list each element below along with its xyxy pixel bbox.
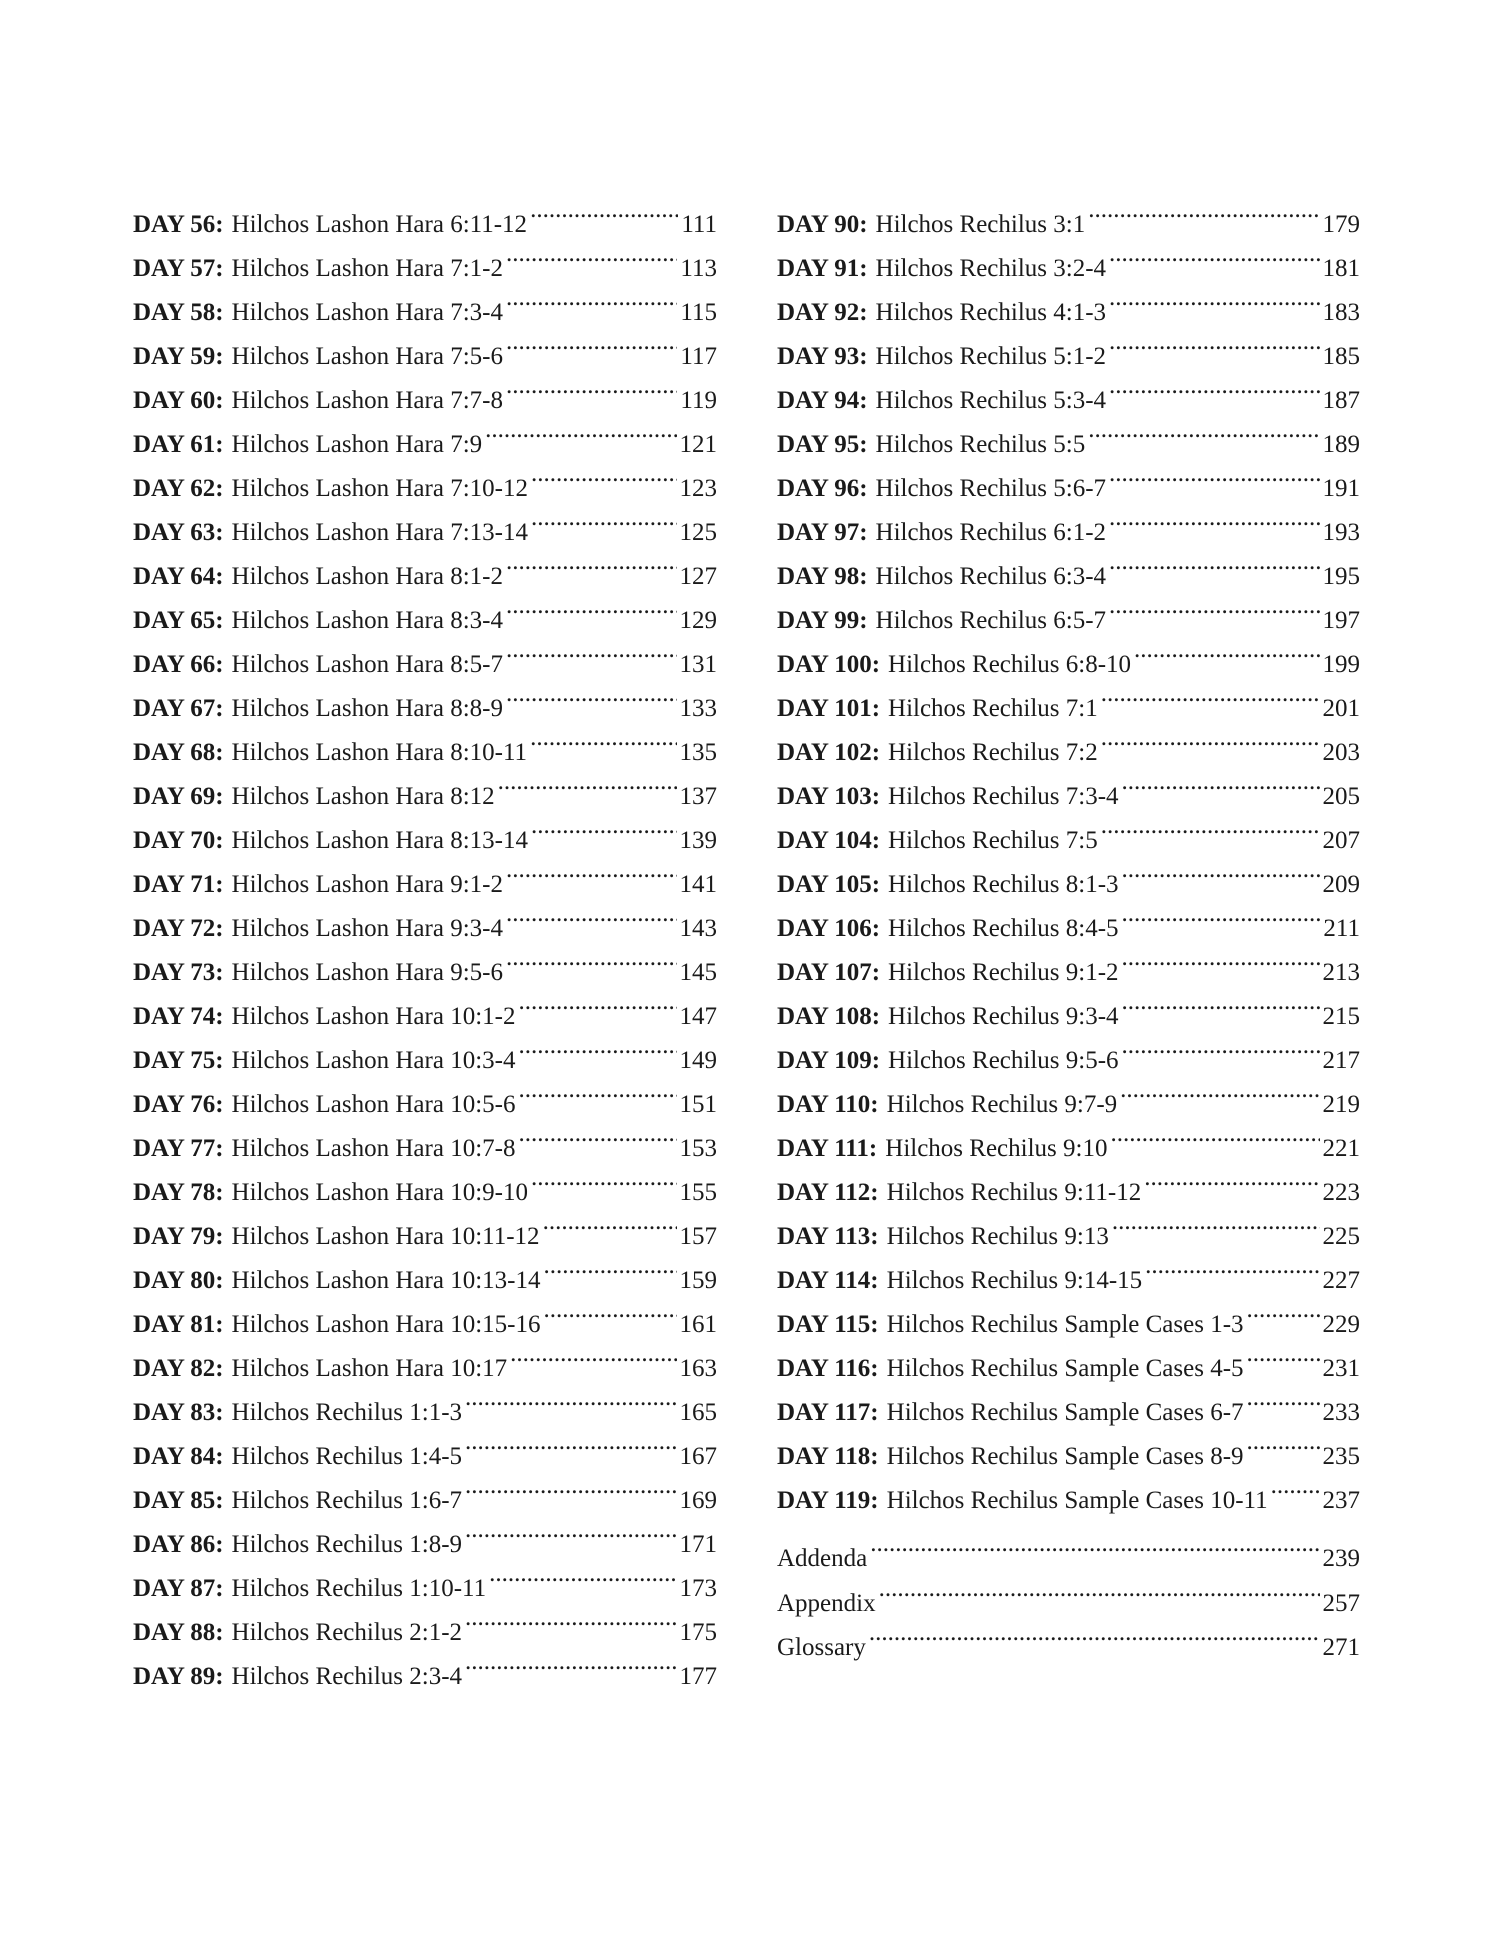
- page-number: 137: [679, 783, 717, 810]
- day-label: DAY 90:: [777, 211, 868, 238]
- day-label: DAY 65:: [133, 607, 224, 634]
- day-label: DAY 112:: [777, 1179, 879, 1206]
- day-label: DAY 78:: [133, 1179, 224, 1206]
- day-label: DAY 115:: [777, 1311, 879, 1338]
- entry-title: Hilchos Rechilus Sample Cases 6-7: [886, 1399, 1244, 1426]
- dot-leader: [1122, 760, 1320, 804]
- entry-title: Hilchos Lashon Hara 8:13-14: [231, 827, 528, 854]
- page-number: 237: [1322, 1487, 1360, 1514]
- dot-leader: [1122, 936, 1320, 980]
- day-label: DAY 87:: [133, 1575, 224, 1602]
- dot-leader: [531, 804, 677, 848]
- entry-title: Hilchos Rechilus 1:6-7: [231, 1487, 463, 1514]
- page-number: 233: [1322, 1399, 1360, 1426]
- entry-title: Hilchos Rechilus Sample Cases 8-9: [886, 1443, 1244, 1470]
- entry-title: Hilchos Rechilus 9:13: [886, 1223, 1109, 1250]
- entry-title: Hilchos Rechilus 3:2-4: [875, 255, 1107, 282]
- page-number: 141: [679, 871, 717, 898]
- day-label: DAY 56:: [133, 211, 224, 238]
- dot-leader: [1101, 804, 1320, 848]
- day-label: DAY 98:: [777, 563, 868, 590]
- dot-leader: [530, 716, 676, 760]
- dot-leader: [506, 320, 677, 364]
- page-number: 199: [1322, 651, 1360, 678]
- backmatter-entry: [777, 1522, 1360, 1572]
- entry-title: Hilchos Rechilus 9:10: [885, 1135, 1108, 1162]
- day-label: DAY 96:: [777, 475, 868, 502]
- day-label: DAY 104:: [777, 827, 881, 854]
- dot-leader: [498, 760, 677, 804]
- dot-leader: [506, 892, 677, 936]
- entry-title: Hilchos Lashon Hara 9:1-2: [231, 871, 503, 898]
- dot-leader: [531, 452, 677, 496]
- page-number: 171: [679, 1531, 717, 1558]
- page-number: 169: [679, 1487, 717, 1514]
- page-number: 183: [1322, 299, 1360, 326]
- entry-title: Hilchos Lashon Hara 10:11-12: [231, 1223, 540, 1250]
- entry-title: Hilchos Lashon Hara 8:5-7: [231, 651, 503, 678]
- dot-leader: [510, 1332, 676, 1376]
- page-number: 231: [1322, 1355, 1360, 1382]
- day-label: DAY 117:: [777, 1399, 879, 1426]
- dot-leader: [1109, 496, 1319, 540]
- dot-leader: [506, 936, 677, 980]
- day-label: DAY 118:: [777, 1443, 879, 1470]
- dot-leader: [1271, 1464, 1320, 1508]
- page-number: 175: [679, 1619, 717, 1646]
- page-number: 143: [679, 915, 717, 942]
- entry-title: Hilchos Rechilus 3:1: [875, 211, 1086, 238]
- page-number: 113: [680, 255, 717, 282]
- dot-leader: [518, 1112, 676, 1156]
- day-label: DAY 75:: [133, 1047, 224, 1074]
- page-number: 221: [1322, 1135, 1360, 1162]
- dot-leader: [1120, 1068, 1319, 1112]
- dot-leader: [506, 848, 677, 892]
- day-label: DAY 113:: [777, 1223, 879, 1250]
- dot-leader: [531, 496, 677, 540]
- dot-leader: [1101, 716, 1320, 760]
- day-label: DAY 114:: [777, 1267, 879, 1294]
- dot-leader: [1247, 1332, 1320, 1376]
- day-label: DAY 83:: [133, 1399, 224, 1426]
- entry-title: Hilchos Lashon Hara 8:1-2: [231, 563, 503, 590]
- day-label: DAY 102:: [777, 739, 881, 766]
- page-number: 219: [1322, 1091, 1360, 1118]
- entry-title: Hilchos Rechilus 5:3-4: [875, 387, 1107, 414]
- day-label: DAY 69:: [133, 783, 224, 810]
- day-label: DAY 109:: [777, 1047, 881, 1074]
- day-label: DAY 85:: [133, 1487, 224, 1514]
- entry-title: Hilchos Rechilus 2:1-2: [231, 1619, 463, 1646]
- entry-title: Hilchos Rechilus 9:3-4: [888, 1003, 1119, 1030]
- page-number: 123: [679, 475, 717, 502]
- page-number: 239: [1322, 1545, 1360, 1572]
- dot-leader: [485, 408, 676, 452]
- day-label: DAY 72:: [133, 915, 224, 942]
- day-label: DAY 70:: [133, 827, 224, 854]
- page-number: 163: [679, 1355, 717, 1382]
- dot-leader: [879, 1567, 1320, 1611]
- entry-title: Hilchos Lashon Hara 10:13-14: [231, 1267, 541, 1294]
- page-number: 165: [679, 1399, 717, 1426]
- page-number: 129: [679, 607, 717, 634]
- dot-leader: [506, 628, 677, 672]
- page-number: 133: [679, 695, 717, 722]
- day-label: DAY 66:: [133, 651, 224, 678]
- entry-title: Hilchos Lashon Hara 9:3-4: [231, 915, 503, 942]
- dot-leader: [1144, 1156, 1319, 1200]
- day-label: DAY 92:: [777, 299, 868, 326]
- day-label: DAY 82:: [133, 1355, 224, 1382]
- dot-leader: [543, 1200, 677, 1244]
- page-number: 151: [679, 1091, 717, 1118]
- dot-leader: [1109, 320, 1319, 364]
- entry-title: Hilchos Rechilus 1:4-5: [231, 1443, 463, 1470]
- dot-leader: [543, 1288, 676, 1332]
- dot-leader: [506, 364, 677, 408]
- dot-leader: [531, 1156, 677, 1200]
- day-label: DAY 93:: [777, 343, 868, 370]
- page-number: 121: [679, 431, 717, 458]
- day-label: DAY 63:: [133, 519, 224, 546]
- dot-leader: [1247, 1420, 1320, 1464]
- entry-title: Hilchos Rechilus 8:1-3: [888, 871, 1119, 898]
- entry-title: Hilchos Rechilus 7:2: [888, 739, 1098, 766]
- entry-title: Hilchos Lashon Hara 8:3-4: [231, 607, 503, 634]
- dot-leader: [465, 1376, 676, 1420]
- page-number: 207: [1322, 827, 1360, 854]
- entry-title: Hilchos Lashon Hara 10:1-2: [231, 1003, 516, 1030]
- page-number: 173: [679, 1575, 717, 1602]
- entry-title: Hilchos Lashon Hara 7:7-8: [231, 387, 503, 414]
- entry-title: Hilchos Lashon Hara 7:5-6: [231, 343, 503, 370]
- dot-leader: [506, 276, 677, 320]
- entry-title: Hilchos Rechilus 9:5-6: [888, 1047, 1119, 1074]
- dot-leader: [870, 1522, 1319, 1566]
- entry-title: Hilchos Lashon Hara 10:3-4: [231, 1047, 516, 1074]
- entry-title: Hilchos Rechilus 7:5: [888, 827, 1098, 854]
- entry-title: Hilchos Lashon Hara 10:17: [231, 1355, 508, 1382]
- page-number: 209: [1322, 871, 1360, 898]
- day-label: DAY 81:: [133, 1311, 224, 1338]
- page-number: 125: [679, 519, 717, 546]
- entry-title: Hilchos Rechilus 6:1-2: [875, 519, 1107, 546]
- day-label: DAY 64:: [133, 563, 224, 590]
- day-label: DAY 100:: [777, 651, 881, 678]
- dot-leader: [465, 1508, 676, 1552]
- page-number: 211: [1323, 915, 1360, 942]
- entry-title: Hilchos Lashon Hara 8:8-9: [231, 695, 503, 722]
- dot-leader: [1122, 892, 1321, 936]
- page-number: 205: [1322, 783, 1360, 810]
- page-number: 147: [679, 1003, 717, 1030]
- dot-leader: [465, 1596, 676, 1640]
- dot-leader: [506, 540, 677, 584]
- entry-title: Hilchos Lashon Hara 10:15-16: [231, 1311, 541, 1338]
- page-number: 127: [679, 563, 717, 590]
- day-label: DAY 119:: [777, 1487, 879, 1514]
- entry-title: Hilchos Rechilus 9:11-12: [886, 1179, 1142, 1206]
- entry-title: Hilchos Rechilus 5:1-2: [875, 343, 1107, 370]
- page-number: 227: [1322, 1267, 1360, 1294]
- day-label: DAY 77:: [133, 1135, 224, 1162]
- day-label: DAY 68:: [133, 739, 224, 766]
- entry-title: Hilchos Lashon Hara 7:13-14: [231, 519, 528, 546]
- entry-title: Hilchos Rechilus Sample Cases 1-3: [886, 1311, 1244, 1338]
- entry-title: Hilchos Lashon Hara 6:11-12: [231, 211, 528, 238]
- dot-leader: [1247, 1376, 1320, 1420]
- entry-title: Hilchos Rechilus 5:5: [875, 431, 1086, 458]
- page-number: 167: [679, 1443, 717, 1470]
- day-label: DAY 107:: [777, 959, 881, 986]
- dot-leader: [465, 1640, 676, 1684]
- dot-leader: [1109, 584, 1319, 628]
- page-number: 187: [1322, 387, 1360, 414]
- entry-title: Hilchos Lashon Hara 8:10-11: [231, 739, 528, 766]
- entry-title: Glossary: [777, 1634, 866, 1661]
- entry-title: Hilchos Lashon Hara 9:5-6: [231, 959, 503, 986]
- dot-leader: [1109, 540, 1319, 584]
- page-number: 179: [1322, 211, 1360, 238]
- page-number: 197: [1322, 607, 1360, 634]
- dot-leader: [1101, 672, 1320, 716]
- toc-entry: [777, 188, 1360, 238]
- dot-leader: [518, 1024, 676, 1068]
- day-label: DAY 116:: [777, 1355, 879, 1382]
- entry-title: Hilchos Lashon Hara 10:7-8: [231, 1135, 516, 1162]
- day-label: DAY 84:: [133, 1443, 224, 1470]
- page-number: 215: [1322, 1003, 1360, 1030]
- page-number: 155: [679, 1179, 717, 1206]
- dot-leader: [1122, 848, 1320, 892]
- entry-title: Hilchos Rechilus 8:4-5: [888, 915, 1119, 942]
- page-number: 271: [1322, 1634, 1360, 1661]
- day-label: DAY 60:: [133, 387, 224, 414]
- page-number: 145: [679, 959, 717, 986]
- page-number: 139: [679, 827, 717, 854]
- day-label: DAY 99:: [777, 607, 868, 634]
- page-number: 117: [680, 343, 717, 370]
- page-number: 193: [1322, 519, 1360, 546]
- page-number: 119: [680, 387, 717, 414]
- dot-leader: [1109, 276, 1319, 320]
- dot-leader: [1109, 364, 1319, 408]
- page-number: 115: [680, 299, 717, 326]
- toc-right-column: [777, 188, 1360, 1661]
- entry-title: Appendix: [777, 1589, 876, 1617]
- dot-leader: [506, 584, 677, 628]
- day-label: DAY 101:: [777, 695, 881, 722]
- entry-title: Hilchos Rechilus 7:1: [888, 695, 1098, 722]
- dot-leader: [518, 980, 676, 1024]
- entry-title: Hilchos Rechilus Sample Cases 4-5: [886, 1355, 1244, 1382]
- dot-leader: [489, 1552, 676, 1596]
- day-label: DAY 79:: [133, 1223, 224, 1250]
- entry-title: Hilchos Rechilus 5:6-7: [875, 475, 1107, 502]
- day-label: DAY 94:: [777, 387, 868, 414]
- dot-leader: [530, 188, 678, 232]
- page-number: 161: [679, 1311, 717, 1338]
- page-number: 195: [1322, 563, 1360, 590]
- entry-title: Hilchos Rechilus 9:1-2: [888, 959, 1119, 986]
- day-label: DAY 71:: [133, 871, 224, 898]
- dot-leader: [1109, 452, 1319, 496]
- day-label: DAY 61:: [133, 431, 224, 458]
- entry-title: Hilchos Rechilus 1:1-3: [231, 1399, 463, 1426]
- day-label: DAY 105:: [777, 871, 881, 898]
- page-number: 203: [1322, 739, 1360, 766]
- entry-title: Hilchos Lashon Hara 10:9-10: [231, 1179, 528, 1206]
- entry-title: Hilchos Rechilus Sample Cases 10-11: [886, 1487, 1268, 1514]
- page-number: 223: [1322, 1179, 1360, 1206]
- day-label: DAY 80:: [133, 1267, 224, 1294]
- entry-title: Hilchos Rechilus 7:3-4: [888, 783, 1119, 810]
- page-number: 257: [1322, 1589, 1360, 1617]
- day-label: DAY 91:: [777, 255, 868, 282]
- page-number: 217: [1322, 1047, 1360, 1074]
- entry-title: Hilchos Lashon Hara 8:12: [231, 783, 495, 810]
- day-label: DAY 59:: [133, 343, 224, 370]
- dot-leader: [543, 1244, 676, 1288]
- dot-leader: [1109, 232, 1319, 276]
- day-label: DAY 97:: [777, 519, 868, 546]
- entry-title: Hilchos Rechilus 6:3-4: [875, 563, 1107, 590]
- day-label: DAY 95:: [777, 431, 868, 458]
- dot-leader: [1145, 1244, 1319, 1288]
- dot-leader: [465, 1464, 676, 1508]
- day-label: DAY 67:: [133, 695, 224, 722]
- page-number: 185: [1322, 343, 1360, 370]
- dot-leader: [518, 1068, 676, 1112]
- page-number: 213: [1322, 959, 1360, 986]
- dot-leader: [1134, 628, 1319, 672]
- page-number: 225: [1322, 1223, 1360, 1250]
- dot-leader: [506, 672, 677, 716]
- day-label: DAY 106:: [777, 915, 881, 942]
- page-number: 201: [1322, 695, 1360, 722]
- day-label: DAY 76:: [133, 1091, 224, 1118]
- page-number: 131: [679, 651, 717, 678]
- page-number: 153: [679, 1135, 717, 1162]
- dot-leader: [1122, 1024, 1320, 1068]
- day-label: DAY 57:: [133, 255, 224, 282]
- page-number: 235: [1322, 1443, 1360, 1470]
- page-number: 181: [1322, 255, 1360, 282]
- toc-right-day-entries: [777, 188, 1360, 1514]
- page-number: 229: [1322, 1311, 1360, 1338]
- day-label: DAY 88:: [133, 1619, 224, 1646]
- day-label: DAY 74:: [133, 1003, 224, 1030]
- day-label: DAY 103:: [777, 783, 881, 810]
- toc-left-column: [133, 188, 717, 1690]
- dot-leader: [869, 1611, 1320, 1655]
- entry-title: Hilchos Rechilus 1:10-11: [231, 1575, 487, 1602]
- day-label: DAY 73:: [133, 959, 224, 986]
- day-label: DAY 58:: [133, 299, 224, 326]
- entry-title: Addenda: [777, 1545, 868, 1572]
- entry-title: Hilchos Rechilus 2:3-4: [231, 1663, 463, 1690]
- page-number: 149: [679, 1047, 717, 1074]
- day-label: DAY 110:: [777, 1091, 879, 1118]
- entry-title: Hilchos Rechilus 9:14-15: [886, 1267, 1143, 1294]
- toc-backmatter: [777, 1522, 1360, 1661]
- day-label: DAY 62:: [133, 475, 224, 502]
- dot-leader: [1247, 1288, 1320, 1332]
- entry-title: Hilchos Lashon Hara 7:3-4: [231, 299, 503, 326]
- entry-title: Hilchos Rechilus 4:1-3: [875, 299, 1107, 326]
- dot-leader: [1088, 408, 1319, 452]
- page-number: 159: [679, 1267, 717, 1294]
- dot-leader: [1088, 188, 1319, 232]
- toc-entry: [133, 188, 717, 238]
- page-number: 189: [1322, 431, 1360, 458]
- dot-leader: [1112, 1200, 1320, 1244]
- dot-leader: [1122, 980, 1320, 1024]
- entry-title: Hilchos Lashon Hara 10:5-6: [231, 1091, 516, 1118]
- dot-leader: [506, 232, 677, 276]
- day-label: DAY 86:: [133, 1531, 224, 1558]
- entry-title: Hilchos Rechilus 9:7-9: [886, 1091, 1118, 1118]
- page-number: 177: [679, 1663, 717, 1690]
- entry-title: Hilchos Lashon Hara 7:9: [231, 431, 483, 458]
- day-label: DAY 108:: [777, 1003, 881, 1030]
- day-label: DAY 111:: [777, 1135, 878, 1162]
- page-number: 135: [679, 739, 717, 766]
- entry-title: Hilchos Rechilus 6:5-7: [875, 607, 1107, 634]
- entry-title: Hilchos Lashon Hara 7:10-12: [231, 475, 528, 502]
- page-number: 157: [679, 1223, 717, 1250]
- entry-title: Hilchos Lashon Hara 7:1-2: [231, 255, 503, 282]
- dot-leader: [1110, 1112, 1319, 1156]
- dot-leader: [465, 1420, 676, 1464]
- day-label: DAY 89:: [133, 1663, 224, 1690]
- page-number: 111: [681, 211, 717, 238]
- entry-title: Hilchos Rechilus 6:8-10: [888, 651, 1132, 678]
- page-number: 191: [1322, 475, 1360, 502]
- entry-title: Hilchos Rechilus 1:8-9: [231, 1531, 463, 1558]
